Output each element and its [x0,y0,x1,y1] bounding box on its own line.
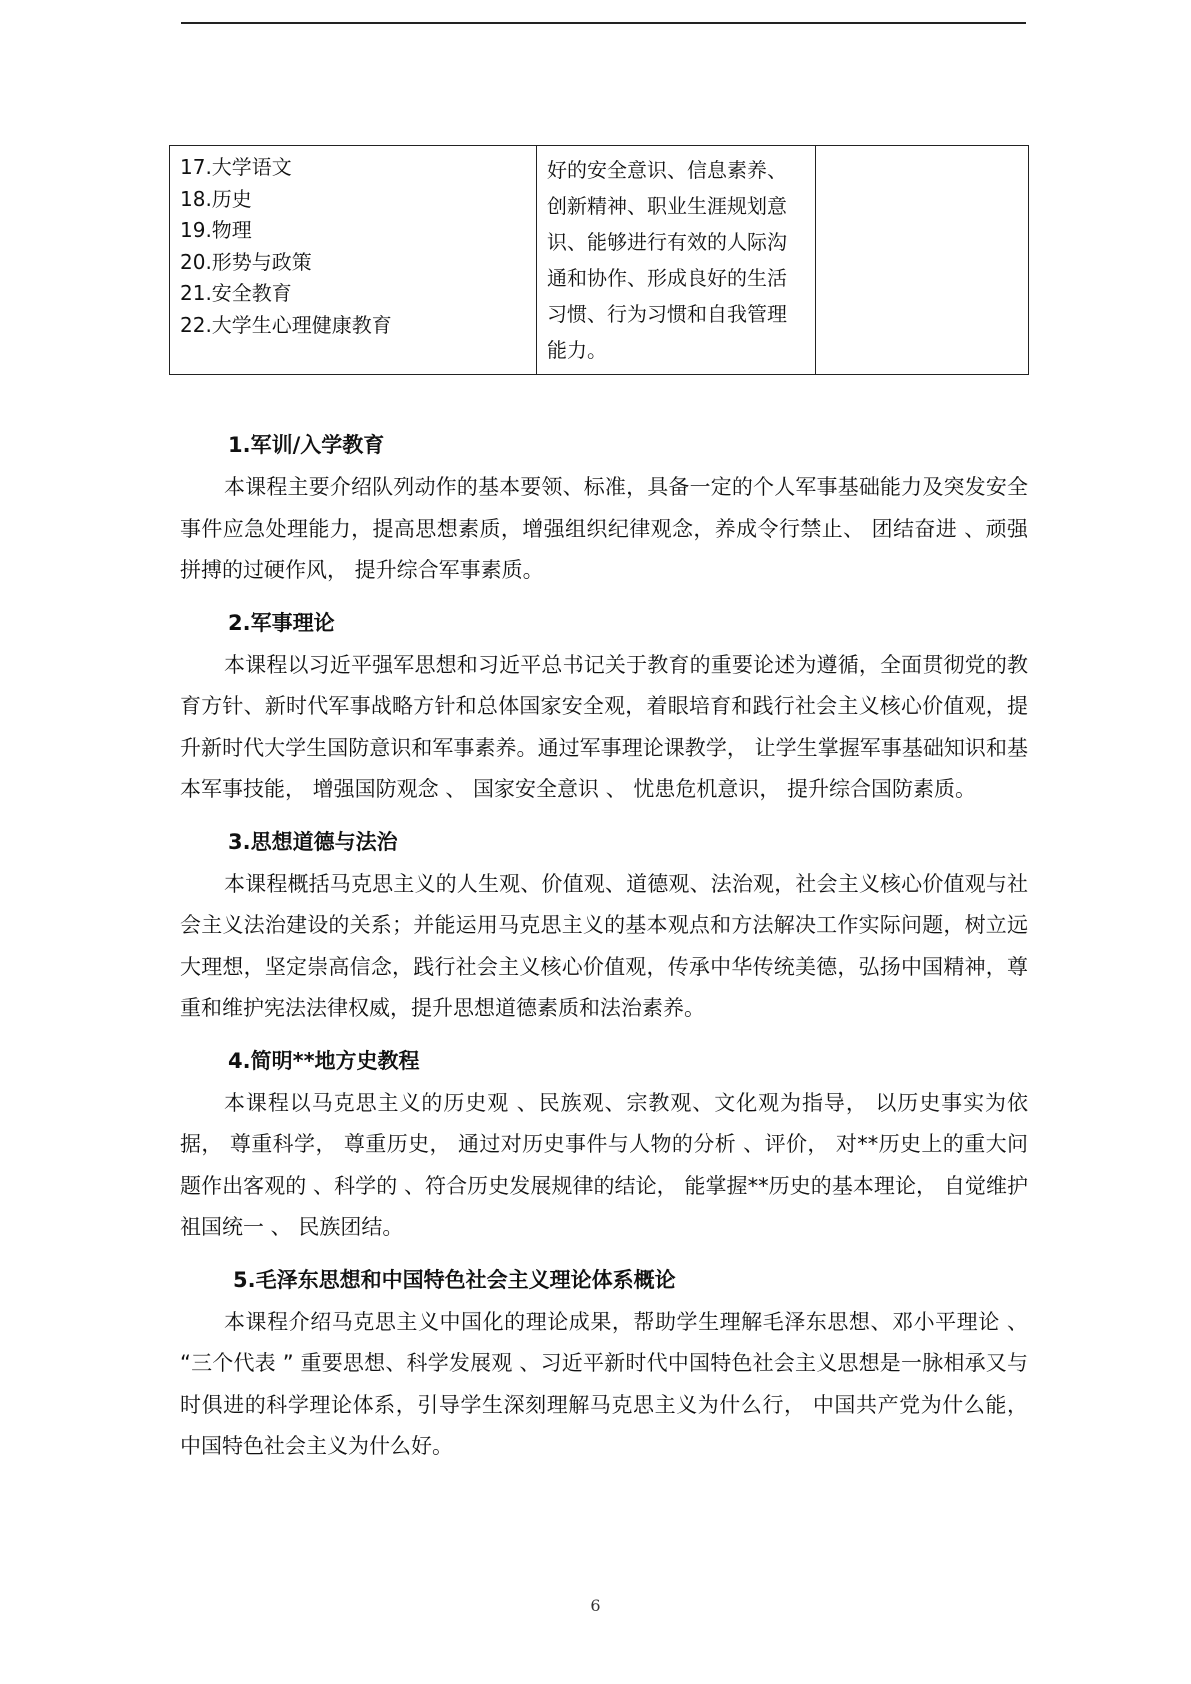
section-military-training [180,425,1028,592]
cell-text-line: 通和协作、形成良好的生活 [547,266,787,290]
list-item: 18.历史 [180,186,252,211]
empty-cell [816,146,1029,375]
section-title: 5.毛泽东思想和中国特色社会主义理论体系概论 [233,1267,676,1292]
section-local-history [180,1041,1028,1249]
section-title: 4.简明**地方史教程 [228,1048,420,1073]
list-item: 22.大学生心理健康教育 [180,312,392,337]
cell-text-line: 习惯、行为习惯和自我管理 [547,302,787,326]
objectives-cell [537,146,816,375]
section-title: 1.军训/入学教育 [228,433,385,457]
section-body: 本课程概括马克思主义的人生观、价值观、道德观、法治观，社会主义核心价值观与社会主义法治建设的关系；并能运用马克思主义的基本观点和方法解决工作实际问题，树立远大理想，坚定崇高信念，践行社会主义核心价值观，传承中华传统美德，弘扬中国精神，尊重和维护宪法法律权威，提升思想道德素质和法治素养。 [180,871,1028,1020]
course-table [169,145,1029,375]
list-item: 21.安全教育 [180,281,292,305]
page-number: 6 [590,1596,601,1615]
course-list-cell [170,146,537,375]
section-body: 本课程介绍马克思主义中国化的理论成果，帮助学生理解毛泽东思想、邓小平理论 、 “三个代表 ” 重要思想、科学发展观 、习近平新时代中国特色社会主义思想是一脉相承又与时俱进的科学理论体系，引导学生深刻理解马克思主义为什么行， 中国共产党为什么能， 中国特色社会主义为什么好。 [180,1309,1028,1458]
cell-text-line: 创新精神、职业生涯规划意 [547,194,787,218]
section-title: 2.军事理论 [228,610,335,635]
section-body: 本课程主要介绍队列动作的基本要领、标准，具备一定的个人军事基础能力及突发安全事件应急处理能力，提高思想素质，增强组织纪律观念，养成令行禁止、 团结奋进 、顽强拼搏的过硬作风， 提升综合军事素质。 [180,475,1028,582]
table-row [170,146,1029,375]
cell-text-line: 识、能够进行有效的人际沟 [547,230,787,254]
section-military-theory [180,603,1028,811]
section-body: 本课程以马克思主义的历史观 、民族观、宗教观、文化观为指导， 以历史事实为依据， 尊重科学， 尊重历史， 通过对历史事件与人物的分析 、评价， 对**历史上的重大问题作出客观的 、科学的 、符合历史发展规律的结论， 能掌握**历史的基本理论， 自觉维护祖国统一 、 民族团结。 [180,1090,1028,1239]
cell-text-line: 能力。 [547,338,607,362]
course-descriptions [180,425,1028,1479]
list-item: 17.大学语文 [180,155,292,179]
section-body: 本课程以习近平强军思想和习近平总书记关于教育的重要论述为遵循，全面贯彻党的教育方针、新时代军事战略方针和总体国家安全观，着眼培育和践行社会主义核心价值观，提升新时代大学生国防意识和军事素养。通过军事理论课教学， 让学生掌握军事基础知识和基本军事技能， 增强国防观念 、 国家安全意识 、 忧患危机意识， 提升综合国防素质。 [180,652,1028,801]
header-rule [181,22,1026,24]
section-morality-law [180,822,1028,1030]
section-mao-thought [180,1260,1028,1468]
section-title: 3.思想道德与法治 [228,829,398,854]
list-item: 20.形势与政策 [180,249,312,274]
cell-text-line: 好的安全意识、信息素养、 [547,158,787,182]
list-item: 19.物理 [180,218,252,242]
